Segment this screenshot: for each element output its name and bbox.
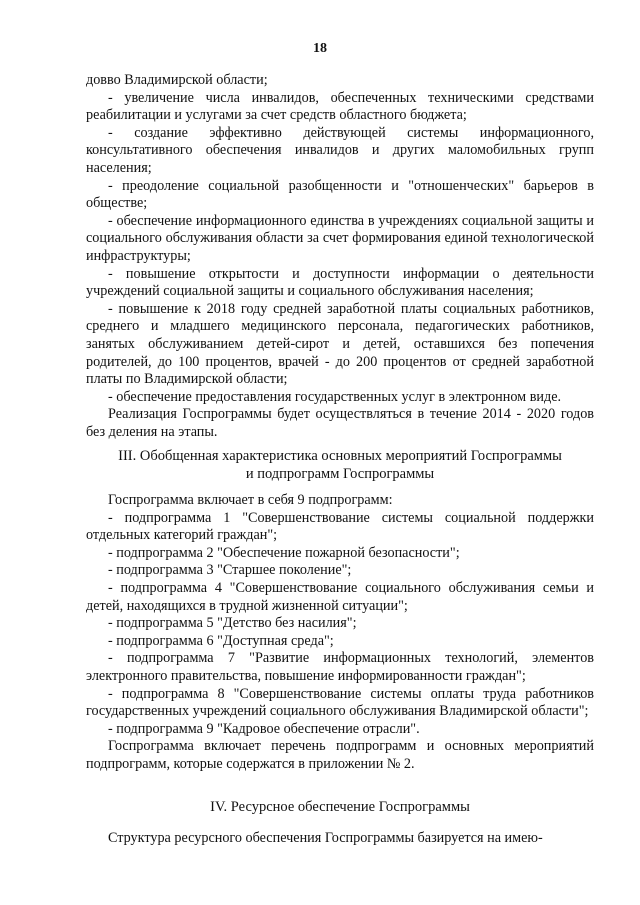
paragraph: - подпрограмма 5 "Детство без насилия"; <box>108 615 357 632</box>
paragraph: - преодоление социальной разобщенности и "отношенческих" барьеров в обществе; <box>86 177 594 212</box>
paragraph: - подпрограмма 8 "Совершенствование системы оплаты труда работников государственных учреждений социального обслуживания Владимирской области"; <box>86 685 594 720</box>
paragraph: Структура ресурсного обеспечения Госпрограммы базируется на имею- <box>108 830 543 846</box>
paragraph: Госпрограмма включает в себя 9 подпрограмм: <box>108 492 393 508</box>
paragraph: - повышение открытости и доступности информации о деятельности учреждений социальной защиты и социального обслуживания населения; <box>86 265 594 300</box>
paragraph: - увеличение числа инвалидов, обеспеченных техническими средствами реабилитации и услугами за счет средств областного бюджета; <box>86 89 594 124</box>
text-block-resources <box>86 830 594 848</box>
section-heading-iii-line2: и подпрограмм Госпрограммы <box>245 466 435 482</box>
section-heading-iv <box>86 798 594 816</box>
section-heading-iii-line1: III. Обобщенная характеристика основных мероприятий Госпрограммы <box>118 448 562 464</box>
paragraph: - подпрограмма 3 "Старшее поколение"; <box>108 562 352 579</box>
paragraph: - подпрограмма 6 "Доступная среда"; <box>108 632 334 649</box>
paragraph: - повышение к 2018 году средней заработной платы социальных работников, среднего и младшего медицинского персонала, педагогических работников, занятых обслуживанием детей-сирот и детей, оставшихся без попечения родителей, до 100 процентов, врачей - до 200 процентов от средней заработной платы по Владимирской области; <box>86 300 594 388</box>
paragraph: - обеспечение информационного единства в учреждениях социальной защиты и социального обслуживания области за счет формирования единой технологической инфраструктуры; <box>86 212 594 264</box>
paragraph: Реализация Госпрограммы будет осуществляться в течение 2014 - 2020 годов без деления на этапы. <box>86 406 594 440</box>
paragraph: - подпрограмма 7 "Развитие информационных технологий, элементов электронного правительства, повышение информированности граждан"; <box>86 650 594 684</box>
paragraph: - подпрограмма 9 "Кадровое обеспечение отрасли". <box>108 720 420 737</box>
paragraph: - подпрограмма 1 "Совершенствование системы социальной поддержки отдельных категорий граждан"; <box>86 509 594 544</box>
section-heading-iv-title: IV. Ресурсное обеспечение Госпрограммы <box>210 799 470 815</box>
paragraph: Госпрограмма включает перечень подпрограмм и основных мероприятий подпрограмм, которые содержатся в приложении № 2. <box>86 738 594 772</box>
text-block-outcomes <box>86 72 594 441</box>
paragraph: - создание эффективно действующей системы информационного, консультативного обеспечения инвалидов и других маломобильных групп населения; <box>86 124 594 176</box>
text-block-subprograms <box>86 492 594 774</box>
page-number: 18 <box>313 41 327 56</box>
paragraph: - обеспечение предоставления государственных услуг в электронном виде. <box>108 388 562 405</box>
section-heading-iii <box>86 447 594 483</box>
paragraph: довво Владимирской области; <box>86 72 268 88</box>
paragraph: - подпрограмма 4 "Совершенствование социального обслуживания семьи и детей, находящихся в трудной жизненной ситуации"; <box>86 579 594 614</box>
paragraph: - подпрограмма 2 "Обеспечение пожарной безопасности"; <box>108 544 460 561</box>
